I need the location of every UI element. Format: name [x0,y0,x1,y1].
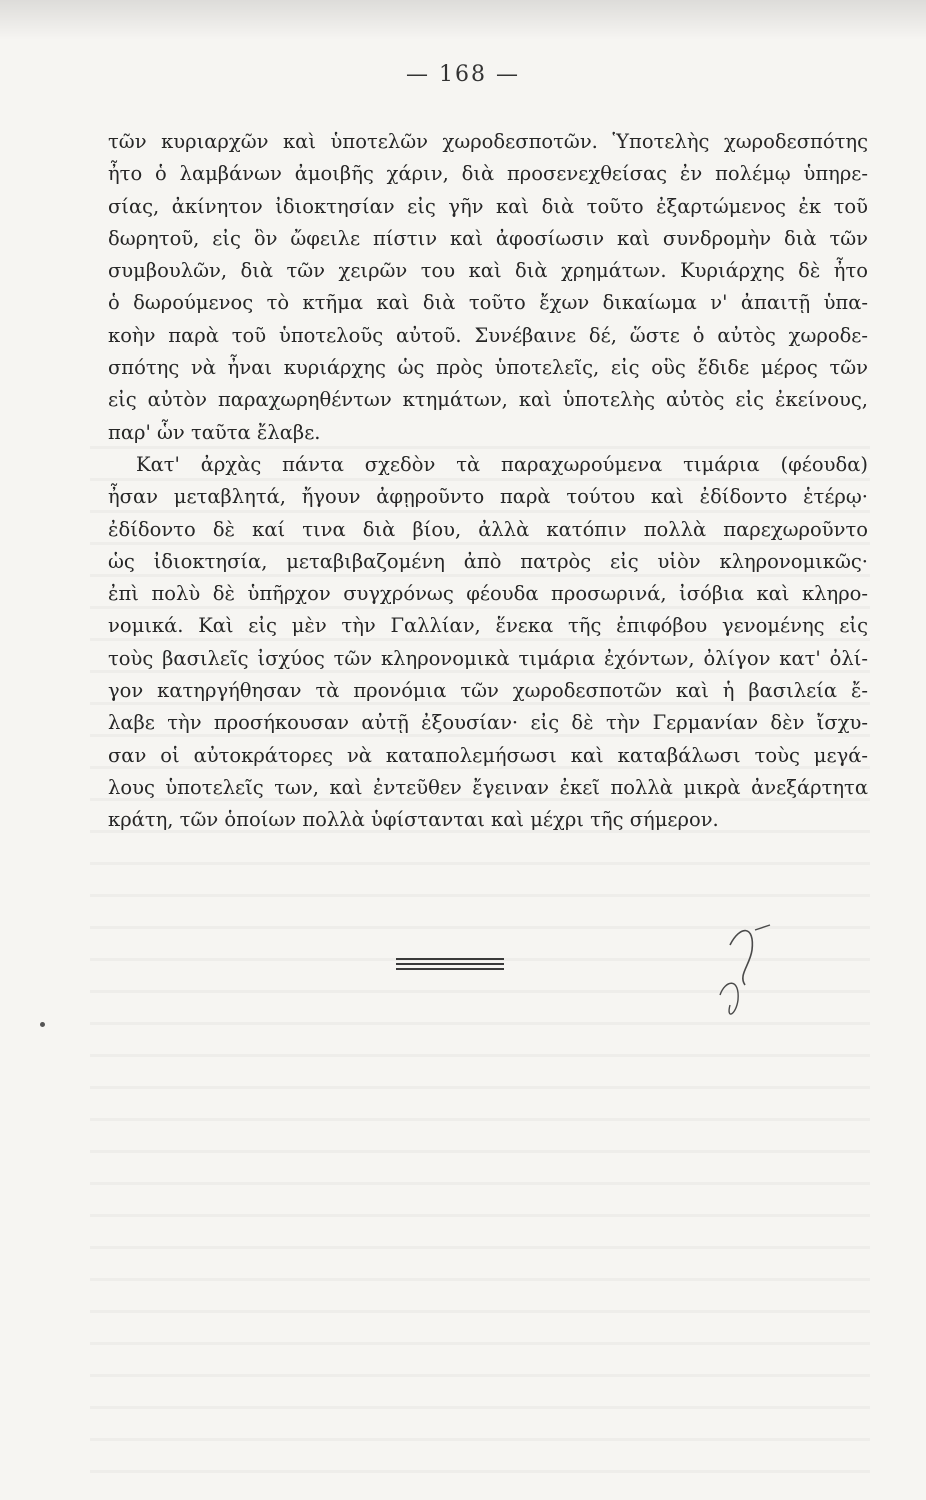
text-line: ἐδίδοντο δὲ καί τινα διὰ βίου, ἀλλὰ κατόπιν πολλὰ παρεχωροῦντο [108,517,868,541]
margin-dot [40,1022,45,1027]
divider-rule [396,968,504,970]
text-line: τῶν κυριαρχῶν καὶ ὑποτελῶν χωροδεσποτῶν. Ὑποτελὴς χωροδεσπότης [108,130,868,153]
text-line: τοὺς βασιλεῖς ἰσχύος τῶν κληρονομικὰ τιμάρια ἐχόντων, ὀλίγον κατ' ὀλί- [108,646,868,670]
body-text [108,126,868,837]
text-line: ἦσαν μεταβλητά, ἤγουν ἀφῃροῦντο παρὰ τούτου καὶ ἐδίδοντο ἑτέρῳ· [108,485,868,509]
text-line: νομικά. Καὶ εἰς μὲν τὴν Γαλλίαν, ἕνεκα τῆς ἐπιφόβου γενομένης εἰς [108,614,868,638]
text-line: εἰς αὐτὸν παραχωρηθέντων κτημάτων, καὶ ὑποτελὴς αὐτὸς εἰς ἐκείνους, [108,388,868,412]
text-line: Κατ' ἀρχὰς πάντα σχεδὸν τὰ παραχωρούμενα τιμάρια (φέουδα) [136,452,868,476]
text-line: κοὴν παρὰ τοῦ ὑποτελοῦς αὐτοῦ. Συνέβαινε δέ, ὥστε ὁ αὐτὸς χωροδε- [108,323,868,347]
text-line: σπότης νὰ ἦναι κυριάρχης ὡς πρὸς ὑποτελεῖς, εἰς οὓς ἔδιδε μέρος τῶν [108,356,868,380]
section-divider [396,958,504,973]
text-line: ὁ δωρούμενος τὸ κτῆμα καὶ διὰ τοῦτο ἔχων δικαίωμα ν' ἀπαιτῇ ὑπα- [108,291,868,315]
scan-shadow [0,0,926,40]
text-line: σαν οἱ αὐτοκράτορες νὰ καταπολεμήσωσι καὶ καταβάλωσι τοὺς μεγά- [108,743,868,767]
text-line: κράτη, τῶν ὁποίων πολλὰ ὑφίστανται καὶ μέχρι τῆς σήμερον. [108,808,719,832]
text-line: ὡς ἰδιοκτησία, μεταβιβαζομένη ἀπὸ πατρὸς εἰς υἱὸν κληρονομικῶς· [108,549,868,573]
text-line: δωρητοῦ, εἰς ὃν ὤφειλε πίστιν καὶ ἀφοσίωσιν καὶ συνδρομὴν διὰ τῶν [108,226,868,250]
text-line: γον κατηργήθησαν τὰ προνόμια τῶν χωροδεσποτῶν καὶ ἡ βασιλεία ἔ- [108,679,868,703]
text-line: σίας, ἀκίνητον ἰδιοκτησίαν εἰς γῆν καὶ διὰ τοῦτο ἐξαρτώμενος ἐκ τοῦ [108,194,868,218]
text-line: συμβουλῶν, διὰ τῶν χειρῶν του καὶ διὰ χρημάτων. Κυριάρχης δὲ ἦτο [108,259,868,283]
page-number: — 168 — [406,62,520,87]
text-line: λαβε τὴν προσήκουσαν αὐτῇ ἐξουσίαν· εἰς δὲ τὴν Γερμανίαν δὲν ἴσχυ- [108,711,868,735]
text-line: λους ὑποτελεῖς των, καὶ ἐντεῦθεν ἔγειναν ἐκεῖ πολλὰ μικρὰ ἀνεξάρτητα [108,775,868,799]
handwritten-pen-mark [700,905,810,1035]
text-line: παρ' ὧν ταῦτα ἔλαβε. [108,420,321,444]
text-line: ἦτο ὁ λαμβάνων ἀμοιβῆς χάριν, διὰ προσενεχθείσας ἐν πολέμῳ ὑπηρε- [108,162,868,186]
divider-rule [396,963,504,965]
divider-rule [396,958,504,960]
text-line: ἐπὶ πολὺ δὲ ὑπῆρχον συγχρόνως φέουδα προσωρινά, ἰσόβια καὶ κληρο- [108,582,868,606]
